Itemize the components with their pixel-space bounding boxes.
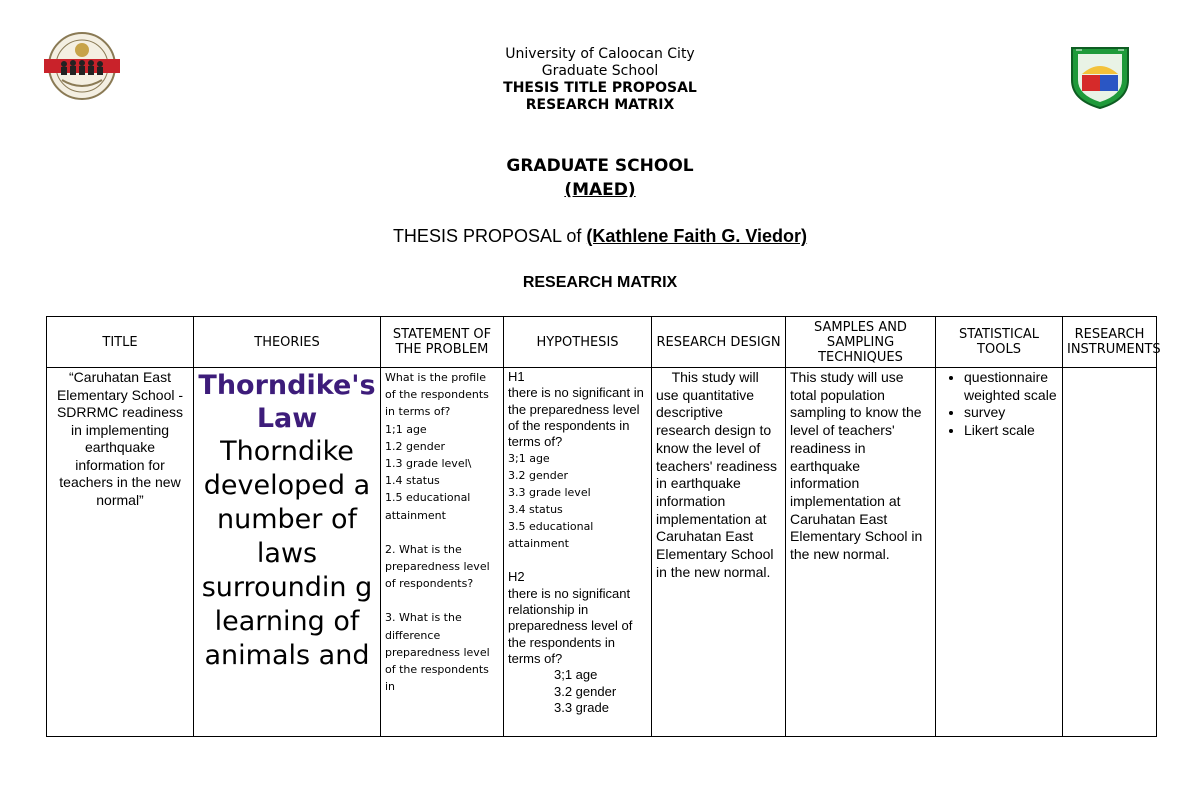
research-matrix-title: RESEARCH MATRIX [522,274,678,291]
hypothesis-cell [504,368,652,737]
research-design-cell: This study will use quantitative descriptive research design to know the level of teachers' readiness in earthquake information implementation at Caruhatan East Elementary School in the new normal. [652,368,786,737]
samples-cell: This study will use total population sampling to know the level of teachers' readiness in earthquake information implementation at Caruhatan East Elementary School in the new normal. [786,368,936,737]
list-item: • Likert scale [964,422,1058,440]
list-item: • survey [964,404,1058,422]
document-header [0,46,1200,114]
h1-item: 3.2 gender [508,469,568,483]
statistical-tools-cell [936,368,1063,737]
author-name: (Kathlene Faith G. Viedor) [586,226,808,246]
university-name: University of Caloocan City [505,46,695,62]
header-statement: STATEMENT OF THE PROBLEM [381,317,504,368]
header-research-design: RESEARCH DESIGN [652,317,786,368]
research-matrix-table [46,316,1161,737]
doc-type: THESIS TITLE PROPOSAL [503,80,697,96]
h1-item: 3.5 educational attainment [508,520,594,551]
header-statistical-tools: STATISTICAL TOOLS [936,317,1063,368]
h2-text: there is no significant relationship in preparedness level of the respondents in terms of? [508,585,633,666]
sop-item: 3. What is the difference preparedness level of the respondents in [385,611,490,694]
theories-cell [194,368,381,737]
statement-cell [381,368,504,737]
program-heading: (MAED) [564,180,636,200]
h1-item: 3;1 age [508,452,550,466]
research-instruments-cell [1063,368,1157,737]
sop-item: 1.4 status [385,474,440,488]
tools-list [940,369,1058,440]
thesis-prefix: THESIS PROPOSAL of [392,226,587,246]
h2-item: 3.3 grade [554,699,609,715]
sop-item: 1;1 age [385,422,427,436]
header-title: TITLE [47,317,194,368]
h2-label: H2 [508,569,525,585]
h2-item: 3.2 gender [554,683,617,699]
sop-item: 2. What is the preparedness level of respondents? [385,542,490,591]
table-header-row [47,317,1157,368]
title-cell: “Caruhatan East Elementary School - SDRRMC readiness in implementing earthquake information for teachers in the new normal” [47,368,194,737]
sop-item: 1.2 gender [385,439,445,453]
sop-item: 1.3 grade level\ [385,457,472,471]
graduate-school-heading: GRADUATE SCHOOL [506,156,694,176]
header-theories: THEORIES [194,317,381,368]
theory-name: Thorndike's Law [198,370,376,434]
school-name: Graduate School [541,63,659,79]
sop-item: What is the profile of the respondents in terms of? [385,371,489,419]
header-samples: SAMPLES AND SAMPLING TECHNIQUES [786,317,936,368]
h1-item: 3.4 status [508,503,563,517]
matrix-label: RESEARCH MATRIX [525,97,675,113]
sop-item: 1.5 educational attainment [385,491,471,522]
thesis-line [0,226,1200,247]
table-row [47,368,1157,737]
h1-item: 3.3 grade level [508,486,591,500]
h2-item: 3;1 age [554,667,598,683]
list-item: • questionnaire weighted scale [964,369,1058,404]
header-hypothesis: HYPOTHESIS [504,317,652,368]
theory-body: Thorndike developed a number of laws surroundin g learning of animals and [201,436,373,671]
h1-label: H1 [508,369,525,384]
header-research-instruments: RESEARCH INSTRUMENTS [1063,317,1157,368]
h1-text: there is no significant in the preparedness level of the respondents in terms of? [508,385,644,450]
